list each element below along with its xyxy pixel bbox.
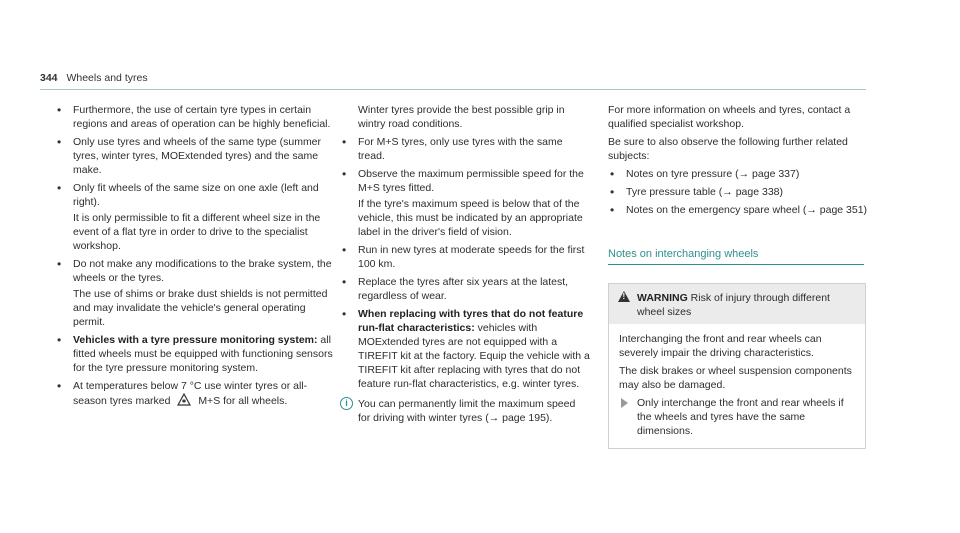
warning-triangle-icon: ! [618, 291, 630, 302]
paragraph: For more information on wheels and tyres, contact a qualified specialist workshop. [608, 104, 851, 130]
list-item-detail: If the tyre's maximum speed is below that of the vehicle, this must be indicated by an appropriate label in the driver's field of vision. [358, 198, 583, 238]
list-item-detail: The use of shims or brake dust shields is not permitted and may invalidate the vehicle's general operating permit. [73, 288, 328, 328]
list-item: • Observe the maximum permissible speed for the M+S tyres fitted. If the tyre's maximum speed is below that of the vehicle, this must be indicated by an appropriate label in the driver's field of vision. [340, 167, 590, 239]
list-item: • Only use tyres and wheels of the same type (summer tyres, winter tyres, MOExtended tyres) and the same make. [55, 135, 335, 177]
cross-reference-item[interactable]: • Notes on tyre pressure (→ page 337) [608, 167, 868, 181]
note-text: You can permanently limit the maximum speed for driving with winter tyres (→ page 195). [358, 398, 576, 424]
list-item-detail: It is only permissible to fit a different wheel size in the event of a flat tyre in order to drive to the specialist workshop. [73, 212, 321, 252]
column-1 [55, 103, 335, 412]
list-item: • When replacing with tyres that do not feature run-flat characteristics: vehicles with MOExtended tyres are not equipped with a TIREFIT kit at the factory. Equip the vehicle with a TIREFIT kit after replacing with tyres that do not feature run-flat characteristics, e.g. winter tyres. [340, 307, 590, 391]
list-item: • For M+S tyres, only use tyres with the same tread. [340, 135, 590, 163]
action-text: Only interchange the front and rear wheels if the wheels and tyres have the same dimensions. [637, 397, 844, 437]
warning-label: WARNING [637, 292, 688, 304]
warning-action [619, 396, 855, 438]
warning-body [609, 324, 865, 448]
page-number: 344 [40, 72, 58, 84]
list-item: • Do not make any modifications to the brake system, the wheels or the tyres. The use of shims or brake dust shields is not permitted and may invalidate the vehicle's general operating permit. [55, 257, 335, 329]
cross-reference-item[interactable]: • Tyre pressure table (→ page 338) [608, 185, 868, 199]
section-rule [608, 264, 864, 265]
info-icon: i [340, 397, 353, 410]
list-item: • Vehicles with a tyre pressure monitoring system: all fitted wheels must be equipped with functioning sensors for the tyre pressure monitoring system. [55, 333, 335, 375]
warning-paragraph: Interchanging the front and rear wheels can severely impair the driving characteristics. [619, 333, 822, 359]
bold-lead: Vehicles with a tyre pressure monitoring system: [73, 334, 318, 346]
list-item: • Run in new tyres at moderate speeds for the first 100 km. [340, 243, 590, 271]
warning-title: Risk of injury through different wheel sizes [637, 292, 830, 318]
list-item: • Replace the tyres after six years at the latest, regardless of wear. [340, 275, 590, 303]
column-2 [340, 103, 590, 425]
list-item: • Only fit wheels of the same size on one axle (left and right). It is only permissible to fit a different wheel size in the event of a flat tyre in order to drive to the specialist workshop. [55, 181, 335, 253]
info-note [340, 397, 590, 425]
warning-box [608, 283, 866, 449]
header-rule [40, 89, 866, 90]
page-header [40, 72, 148, 84]
warning-header [609, 284, 865, 324]
chapter-title: Wheels and tyres [66, 72, 148, 84]
list-item: • At temperatures below 7 °C use winter tyres or all-season tyres marked M+S for all wheels. [55, 379, 335, 408]
column-3 [608, 103, 868, 449]
section-heading: Notes on interchanging wheels [608, 248, 759, 260]
bold-lead: When replacing with tyres that do not feature run-flat characteristics: [358, 308, 584, 334]
cross-reference-item[interactable]: • Notes on the emergency spare wheel (→ page 351) [608, 203, 868, 217]
warning-paragraph: The disk brakes or wheel suspension components may also be damaged. [619, 365, 852, 391]
intro-text: Winter tyres provide the best possible grip in wintry road conditions. [358, 104, 565, 130]
paragraph: Be sure to also observe the following further related subjects: [608, 136, 848, 162]
list-item: • Furthermore, the use of certain tyre types in certain regions and areas of operation can be highly beneficial. [55, 103, 335, 131]
mountain-snowflake-icon [177, 393, 191, 406]
play-arrow-icon [621, 398, 628, 408]
